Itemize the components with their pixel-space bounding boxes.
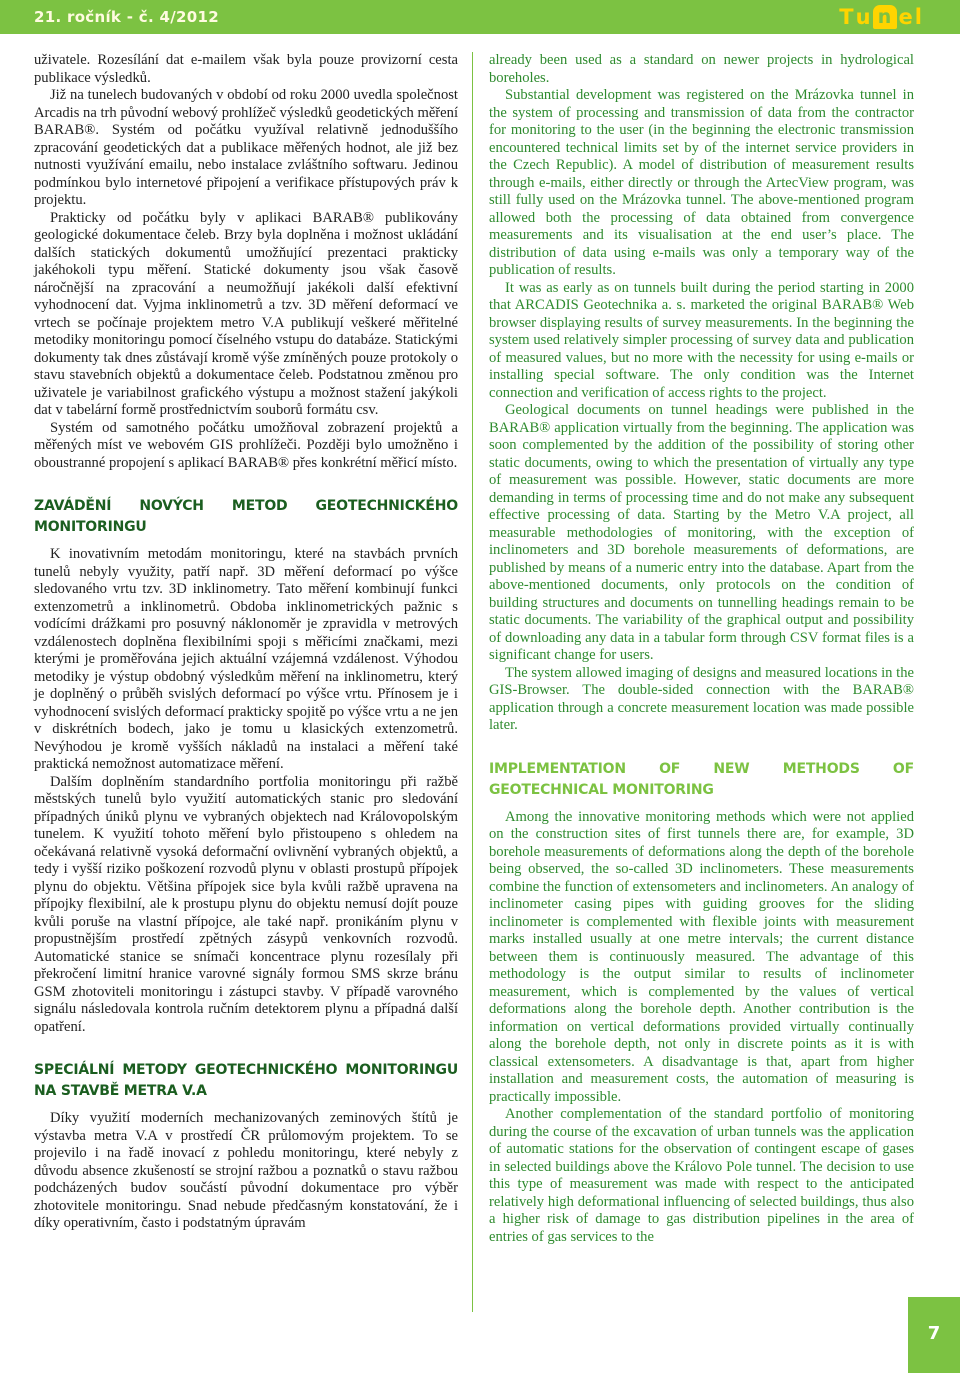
paragraph: Among the innovative monitoring methods which were not applied on the construction sites of first tunnels there are, for example, 3D borehole measurements of deformations along the depth of the borehole being observed, the so-called 3D inclinometers. These measurements combine the function of extensometers and inclinometers. An analogy of inclinometer casing pipes with guiding grooves for the sliding inclinometer is complemented with flexible joints with measurement marks installed usually at one metre intervals; the current distance between them is continuously measured. The advantage of this methodology is the output similar to results of inclinometer measurement, which is complemented by the values of vertical deformations along the borehole depth. Another contribution is the information on vertical deformations provided virtually continually along the borehole depth, not only in discrete points as it is with classical extensometers. A disadvantage is that, apart from higher installation and measurement costs, the automation of measuring is practically impossible. bbox=[489, 808, 914, 1105]
logo-letter-t: T bbox=[839, 5, 854, 29]
paragraph: already been used as a standard on newer projects in hydrological boreholes. bbox=[489, 52, 914, 86]
logo-letter-e: e bbox=[898, 5, 913, 29]
section-heading: IMPLEMENTATION OF NEW METHODS OF GEOTECHNICAL MONITORING bbox=[489, 760, 914, 798]
paragraph: It was as early as on tunnels built during the period starting in 2000 that ARCADIS Geotechnika a. s. marketed the original BARAB® Web browser displaying results of survey measurements. In the beginning the system used relatively simpler processing of survey data and publication of measured values, but no more with the necessity for using e-mails or installing special software. The only condition was the Internet connection and verification of access rights to the project. bbox=[489, 279, 914, 401]
paragraph: Prakticky od počátku byly v aplikaci BARAB® publikovány geologické dokumentace čeleb. Brzy byla doplněna i možnost ukládání dalších statických dokumentů umožňující prezentaci prakticky jakéhokoli typu měření. Statické dokumenty jsou však časově náročnější na zpracování a neumožňují jakékoli další efektivní vyhodnocení dat. Vyjma inklinometrů a tzv. 3D měření deformací ve vrtech se počínaje projektem metro V.A publikují veškeré měřitelné metodiky monitoringu pomocí číselného vstupu do databáze. Statickými dokumenty tak dnes zůstávají kromě výše zmíněných pouze protokoly o stavu stavebních objektů a dokumentace čeleb. Podstatnou změnou pro uživatele je variabilnost grafického výstupu a možnost stažení jakýkoli dat v tabelární formě prostřednictvím souborů formátu csv. bbox=[34, 209, 458, 418]
logo-letter-n: n bbox=[873, 5, 897, 29]
paragraph: Díky využití moderních mechanizovaných zeminových štítů je výstavba metra V.A v prostředí ČR průlomovým projektem. To se projevilo i na řadě inovací z pohledu monitoringu, které nebyly z důvodu absence zkušeností se strojní ražbou a poznatků o stavu ražbou podcházených budov součástí původní dokumentace pro výběr zhotovitele monitoringu. Snad nebude předčasným konstatování, že i díky operativním, často i podstatným úpravám bbox=[34, 1110, 458, 1231]
paragraph: Již na tunelech budovaných v období od roku 2000 uvedla společnost Arcadis na trh původní webový prohlížeč výsledků geodetických měření BARAB®. Systém od počátku využíval relativně jednoduššího zpracování geodetických dat a publikace měřených hodnot, ale již bez nutnosti využívání emailu, nebo instalace zvláštního softwaru. Jedinou podmínkou bylo internetové připojení a verifikace přístupových práv k projektu. bbox=[34, 87, 458, 208]
logo-letter-l: l bbox=[914, 5, 922, 29]
paragraph: Dalším doplněním standardního portfolia monitoringu při ražbě městských tunelů bylo využití automatických stanic pro sledování případných úniků plynu ve vybraných objektech nad Královopolským tunelem. K využití tohoto měření bylo přistoupeno s ohledem na očekávaná relativně vysoká deformační ovlivnění vybraných objektů, a tedy i vyšší riziko poškození rozvodů plynu v oblasti prostupů přípojek plynu do objektu. Většina přípojek sice byla kvůli ražbě upravena na přípojky flexibilní, ale k prostupu plynu do objektu nemusí dojít pouze kvůli poruše na vlastní přípojce, ale také např. pronikáním plynu v propustnějším prostředí zpětných zásypů venkovních rozvodů. Automatické stanice se snímači koncentrace plynu rozesílaly při překročení limitní hranice varovné signály formou SMS skrze bránu GSM zhotoviteli monitoringu i zástupci stavby. V případě varovného signálu následovala kontrola ručním detektorem plynu a případná další opatření. bbox=[34, 773, 458, 1035]
page-number-tab bbox=[908, 1297, 960, 1373]
logo-letter-u: u bbox=[855, 5, 871, 29]
header-bar bbox=[0, 0, 960, 34]
column-divider bbox=[472, 52, 473, 1312]
paragraph: Substantial development was registered on the Mrázovka tunnel in the system of processing and transmission of data from the contractor for monitoring to the user (in the beginning the electronic transmission encountered technical limits set by of the internet service providers in the Czech Republic). A model of distribution of measurement results through e-mails, either directly or through the ArtecView program, was still fully used on the Mrázovka tunnel. The above-mentioned program allowed both the processing of data obtained from convergence measurements and its visualisation at the end user’s place. The distribution of data using e-mails was only a temporary way of the publication of results. bbox=[489, 87, 914, 278]
tunel-logo bbox=[839, 4, 922, 30]
english-column bbox=[489, 52, 914, 1246]
page-number: 7 bbox=[927, 1323, 941, 1344]
section-heading: SPECIÁLNÍ METODY GEOTECHNICKÉHO MONITORINGU NA STAVBĚ METRA V.A bbox=[34, 1062, 458, 1099]
paragraph: The system allowed imaging of designs and measured locations in the GIS-Browser. The double-sided connection with the BARAB® application through a concrete measurement location was made possible later. bbox=[489, 664, 914, 733]
paragraph: uživatele. Rozesílání dat e-mailem však byla pouze provizorní cesta publikace výsledků. bbox=[34, 52, 458, 86]
paragraph: Systém od samotného počátku umožňoval zobrazení projektů a měřených míst ve webovém GIS prohlížeči. Později bylo umožněno i oboustranné propojení s aplikací BARAB® přes konkrétní měřicí místo. bbox=[34, 419, 458, 471]
czech-column bbox=[34, 52, 458, 1233]
issue-label: 21. ročník - č. 4/2012 bbox=[34, 8, 219, 26]
paragraph: Another complementation of the standard portfolio of monitoring during the course of the excavation of urban tunnels was the application of automatic stations for the observation of contingent escape of gases in selected buildings above the Královo Pole tunnel. The decision to use this type of measurement was made with respect to the anticipated relatively high deformational influencing of selected buildings, thus also a higher risk of damage to gas distribution pipelines in the area of entries of gas services to the bbox=[489, 1106, 914, 1245]
paragraph: Geological documents on tunnel headings were published in the BARAB® application virtually from the beginning. The application was soon complemented by the addition of the possibility of storing other static documents, owing to which the presentation of virtually any type of measurement was possible. However, static documents are more demanding in terms of processing time and do not make any subsequent effective processing of data. Starting by the Metro V.A project, all measurable methodologies of monitoring, with the exception of inclinometers and 3D borehole measurements of deformations, are published by means of a numeric entry into the database. Apart from the above-mentioned documents, only protocols on the condition of building structures and documents on tunnelling headings remain to be static documents. The variability of the graphical output and possibility of downloading any data in a tabular form through CSV format files is a significant change for users. bbox=[489, 402, 914, 663]
paragraph: K inovativním metodám monitoringu, které na stavbách prvních tunelů nebyly využity, patří např. 3D měření deformací po výšce sledovaného vrtu tzv. 3D inklinometry. Tato měření kombinují funkci extenzometrů a inklinometrů. Obdoba inklinometrických pažnic s vodícími drážkami pro posuvný náklonoměr je zpravidla v metrových vzdálenostech doplněna flexibilními spoji s měřicími značkami, mezi kterými je proměřována jejich aktuální vzájemná vzdálenost. Výhodou metodiky je výstup obdobný výsledkům měření na inklinometru, který je doplněný o průběh svislých deformací po výšce vrtu. Přínosem je i vyhodnocení svislých deformací prakticky spojitě po výšce vrtu a ne jen v diskrétních bodech, jako je tomu u klasických extenzometrů. Nevýhodou je kromě vyšších nákladů na instalaci a měření také praktická nemožnost automatizace měření. bbox=[34, 546, 458, 772]
section-heading: ZAVÁDĚNÍ NOVÝCH METOD GEOTECHNICKÉHO MONITORINGU bbox=[34, 498, 458, 535]
